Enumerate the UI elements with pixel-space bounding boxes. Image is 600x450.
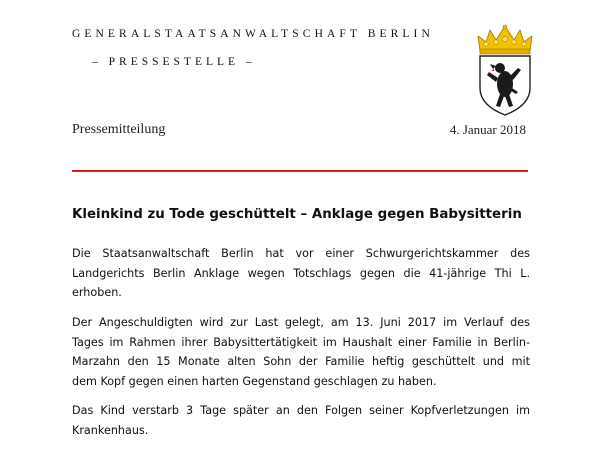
paragraph-line: Das Kind verstarb 3 Tage später an den Folgen seiner Kopfverletzungen im bbox=[72, 404, 530, 417]
paragraph-1 bbox=[72, 244, 530, 303]
crown-icon bbox=[478, 25, 532, 54]
header-divider bbox=[72, 170, 528, 172]
paragraph-line: Die Staatsanwaltschaft Berlin hat vor einer Schwurgerichtskammer des bbox=[72, 247, 530, 260]
authority-name: GENERALSTAATSANWALTSCHAFT BERLIN bbox=[72, 28, 434, 40]
office-name: – PRESSESTELLE – bbox=[92, 56, 256, 68]
paragraph-line: Krankenhaus. bbox=[72, 423, 149, 437]
paragraph-line: Marzahn den 15 Monate alten Sohn der Familie heftig geschüttelt und mit bbox=[72, 355, 530, 368]
paragraph-2 bbox=[72, 313, 530, 391]
document-date: 4. Januar 2018 bbox=[449, 122, 526, 137]
paragraph-line: dem Kopf gegen einen harten Gegenstand geschlagen zu haben. bbox=[72, 374, 437, 388]
press-release-headline: Kleinkind zu Tode geschüttelt – Anklage gegen Babysitterin bbox=[72, 207, 522, 222]
paragraph-line: Landgerichts Berlin Anklage wegen Totschlags gegen die 41-jährige Thi L. bbox=[72, 266, 530, 280]
paragraph-3 bbox=[72, 401, 530, 440]
paragraph-line: Der Angeschuldigten wird zur Last gelegt, am 13. Juni 2017 im Verlauf des bbox=[72, 316, 530, 329]
paragraph-line: Tages im Rahmen ihrer Babysittertätigkeit im Haushalt einer Familie in Berlin- bbox=[72, 335, 530, 349]
document-type: Pressemitteilung bbox=[72, 122, 166, 137]
berlin-coat-of-arms-logo bbox=[474, 22, 536, 118]
paragraph-line: erhoben. bbox=[72, 286, 122, 299]
